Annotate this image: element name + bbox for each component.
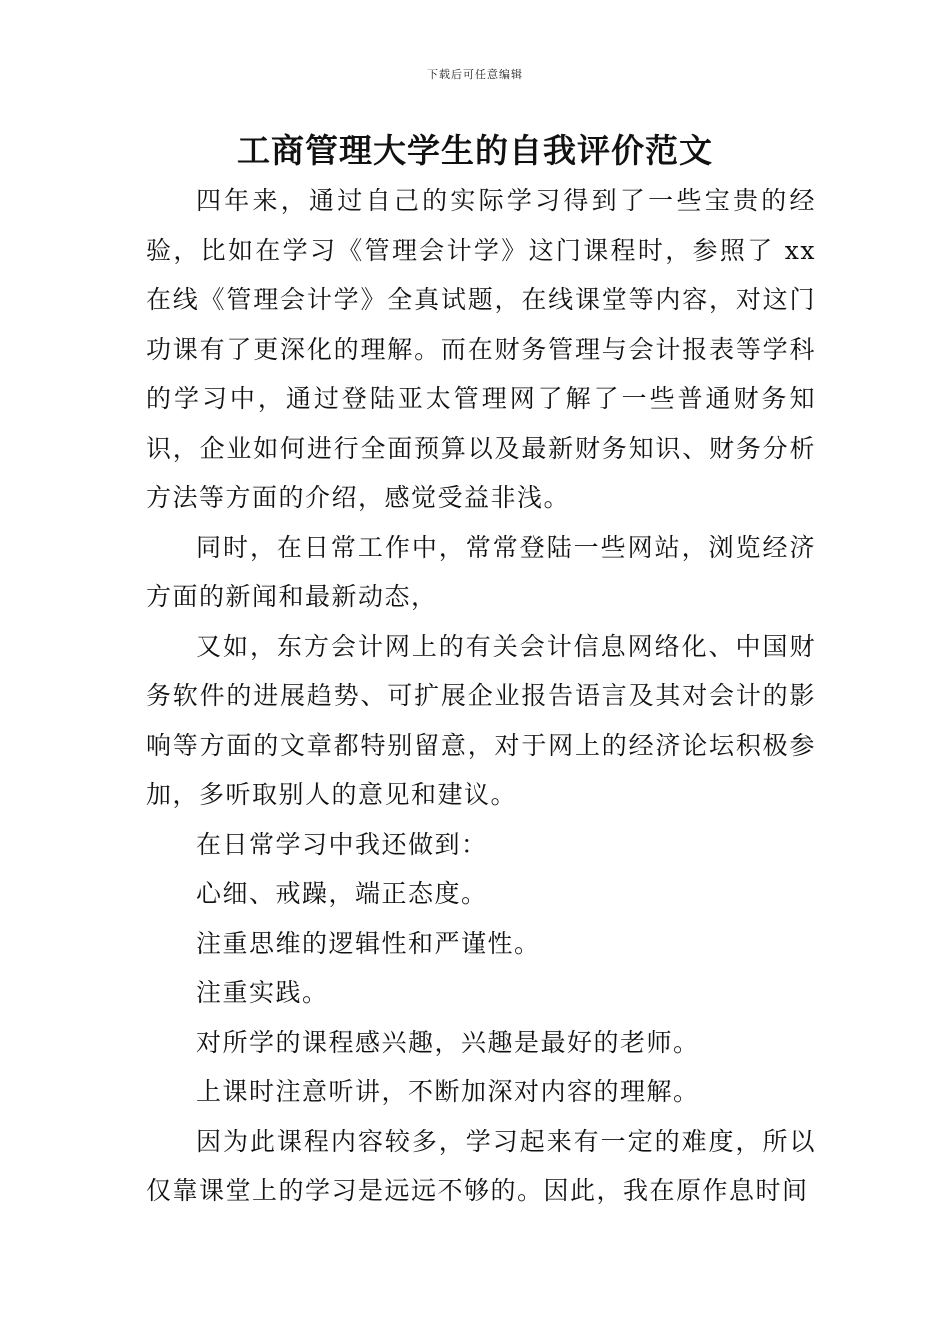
list-item: 上课时注意听讲，不断加深对内容的理解。: [196, 1077, 700, 1106]
paragraph-accounting-web: 又如，东方会计网上的有关会计信息网络化、中国财务软件的进展趋势、可扩展企业报告语言及其对会计的影响等方面的文章都特别留意，对于网上的经济论坛积极参加，多听取别人的意见和建议。: [146, 631, 816, 809]
paragraph-experience: 四年来，通过自己的实际学习得到了一些宝贵的经验，比如在学习《管理会计学》这门课程时，参照了 xx 在线《管理会计学》全真试题，在线课堂等内容，对这门功课有了更深化的理解。而在财务管理与会计报表等学科的学习中，通过登陆亚太管理网了解了一些普通财务知识，企业如何进行全面预算以及最新财务知识、财务分析方法等方面的介绍，感觉受益非浅。: [146, 186, 816, 512]
list-intro: 在日常学习中我还做到：: [196, 829, 488, 859]
paragraph-daily-work: 同时，在日常工作中，常常登陆一些网站，浏览经济方面的新闻和最新动态，: [146, 532, 816, 611]
list-item: 心细、戒躁，端正态度。: [196, 879, 488, 908]
header-note: 下载后可任意编辑: [427, 68, 523, 81]
paragraph-closing: 因为此课程内容较多，学习起来有一定的难度，所以仅靠课堂上的学习是远远不够的。因此，我在原作息时间: [146, 1126, 816, 1205]
document-title: 工商管理大学生的自我评价范文: [237, 131, 713, 170]
list-item: 注重思维的逻辑性和严谨性。: [196, 928, 541, 958]
list-item: 注重实践。: [196, 978, 329, 1007]
list-item: 对所学的课程感兴趣，兴趣是最好的老师。: [196, 1027, 700, 1057]
document-body: [146, 176, 816, 1216]
